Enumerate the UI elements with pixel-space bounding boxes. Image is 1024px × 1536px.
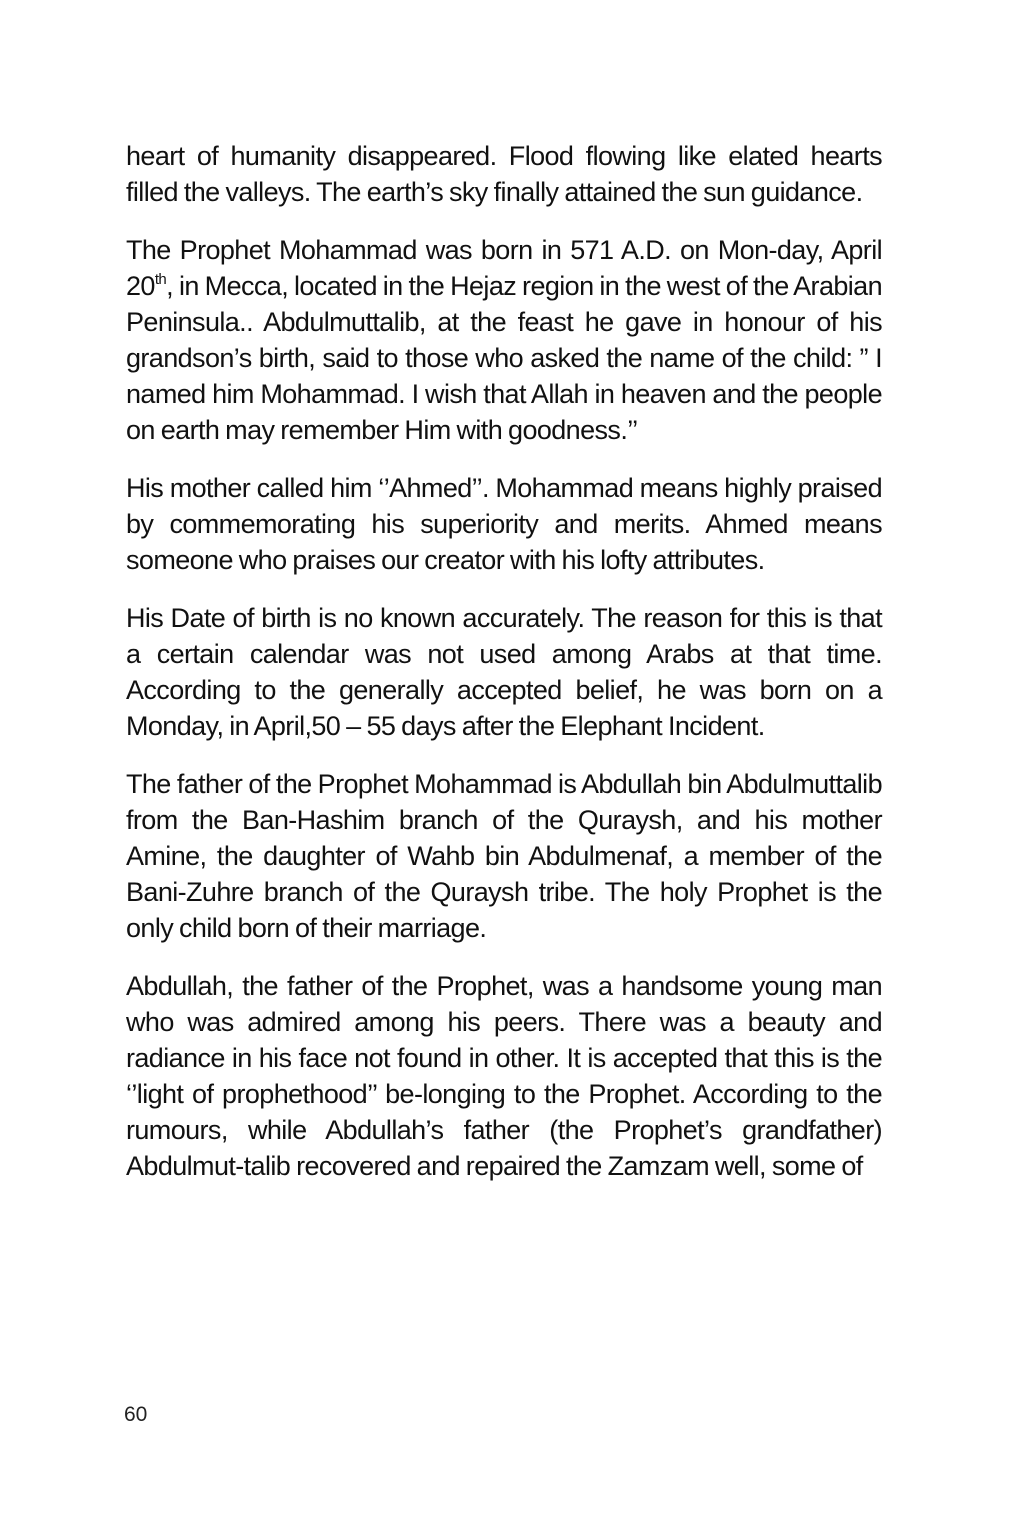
paragraph-2-text-start: The Prophet Mohammad was born in 571 A.D. on Mon-day, April 20 <box>126 235 882 301</box>
paragraph-2 <box>126 232 882 448</box>
paragraph-5: The father of the Prophet Mohammad is Abdullah bin Abdulmuttalib from the Ban-Hashim branch of the Quraysh, and his mother Amine, the daughter of Wahb bin Abdulmenaf, a member of the Bani-Zuhre branch of the Quraysh tribe. The holy Prophet is the only child born of their marriage. <box>126 769 882 943</box>
ordinal-suffix: th <box>154 271 167 288</box>
page-body <box>126 138 882 1206</box>
paragraph-2-text-end: , in Mecca, located in the Hejaz region in the west of the Arabian Peninsula.. Abdulmuttalib, at the feast he gave in honour of his grandson’s birth, said to those who asked the name of the child: ” I named him Mohammad. I wish that Allah in heaven and the people on earth may remember Him with goodness.’’ <box>126 271 883 445</box>
page-number: 60 <box>124 1403 148 1426</box>
paragraph-1: heart of humanity disappeared. Flood flowing like elated hearts filled the valleys. The earth’s sky finally attained the sun guidance. <box>126 141 882 207</box>
paragraph-3: His mother called him ‘’Ahmed’’. Mohammad means highly praised by commemorating his superiority and merits. Ahmed means someone who praises our creator with his lofty attributes. <box>126 473 882 575</box>
paragraph-4: His Date of birth is no known accurately. The reason for this is that a certain calendar was not used among Arabs at that time. According to the generally accepted belief, he was born on a Monday, in April,50 – 55 days after the Elephant Incident. <box>126 603 882 741</box>
paragraph-6: Abdullah, the father of the Prophet, was a handsome young man who was admired among his peers. There was a beauty and radiance in his face not found in other. It is accepted that this is the ‘’light of prophethood’’ be-longing to the Prophet. According to the rumours, while Abdullah’s father (the Prophet’s grandfather) Abdulmut-talib recovered and repaired the Zamzam well, some of <box>126 971 882 1181</box>
